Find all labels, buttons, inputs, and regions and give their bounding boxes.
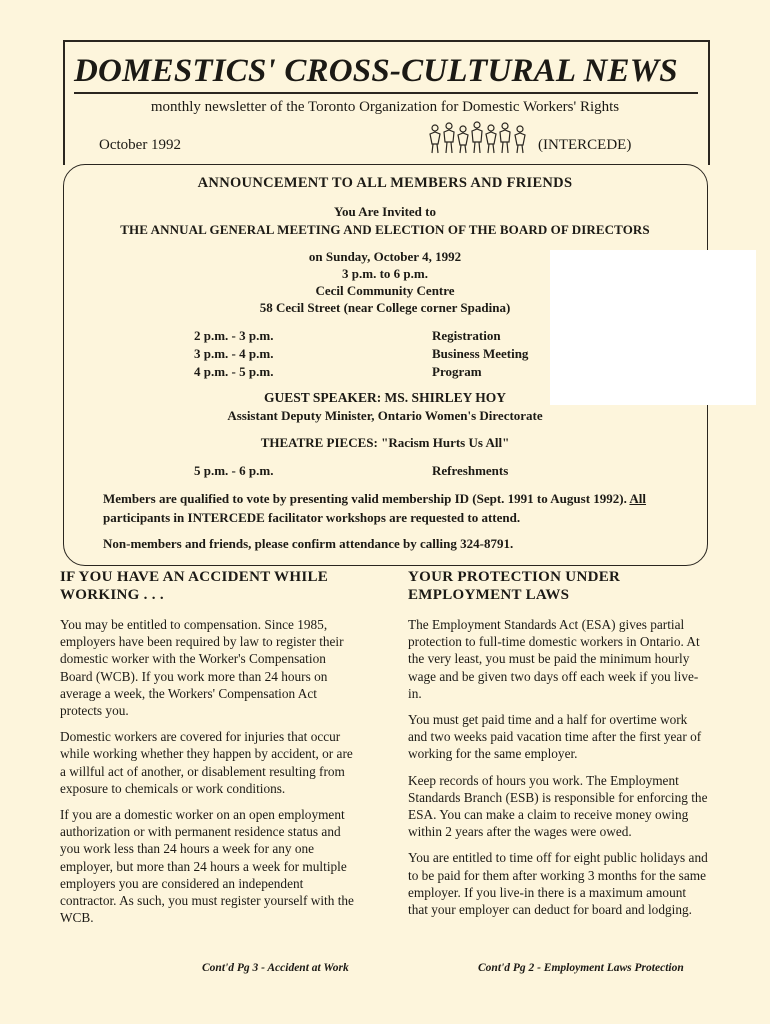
members-note (103, 489, 663, 527)
guest-speaker: GUEST SPEAKER: MS. SHIRLEY HOY (264, 390, 506, 405)
right-article (408, 568, 708, 927)
event-time: 3 p.m. to 6 p.m. (342, 266, 428, 281)
left-article (60, 568, 360, 935)
schedule-time: 2 p.m. - 3 p.m. (194, 328, 274, 343)
event-date: on Sunday, October 4, 1992 (308, 249, 462, 264)
left-article-paragraph: You may be entitled to compensation. Since 1985, employers have been required by law to register their domestic worker with the Worker's Compensation Board (WCB). If you work more than 24 hours on average a week, the Workers' Compensation Act protects you. (60, 617, 344, 719)
right-article-paragraph: You are entitled to time off for eight public holidays and to be paid for them after working 3 months for the same employer. If you live-in there is a maximum amount that your employer can deduct for board and lodging. (408, 850, 708, 918)
schedule-item: Business Meeting (432, 346, 529, 361)
right-continued-note: Cont'd Pg 2 - Employment Laws Protection (478, 962, 684, 974)
event-title: THE ANNUAL GENERAL MEETING AND ELECTION OF THE BOARD OF DIRECTORS (120, 222, 650, 237)
refreshments-time: 5 p.m. - 6 p.m. (194, 463, 274, 478)
members-note-text-2: participants in INTERCEDE facilitator workshops are requested to attend. (103, 510, 521, 525)
right-article-heading: YOUR PROTECTION UNDER EMPLOYMENT LAWS (408, 569, 621, 603)
members-note-text: Members are qualified to vote by presenting valid membership ID (Sept. 1991 to August 1992). (103, 491, 627, 506)
announcement-heading: ANNOUNCEMENT TO ALL MEMBERS AND FRIENDS (197, 175, 573, 191)
right-article-paragraph: Keep records of hours you work. The Employment Standards Branch (ESB) is responsible for enforcing the ESA. You can make a claim to receive money owing within 2 years after the wages were owed. (408, 772, 708, 840)
event-venue: Cecil Community Centre (315, 283, 455, 298)
invitation-line: You Are Invited to (334, 204, 436, 219)
right-article-paragraph: You must get paid time and a half for overtime work and two weeks paid vacation time after the first year of working for the same employer. (408, 712, 702, 762)
organization-acronym: (INTERCEDE) (538, 137, 632, 153)
right-article-paragraph: The Employment Standards Act (ESA) gives partial protection to full-time domestic workers in Ontario. At the very least, you must be paid the minimum hourly wage and be given two days off each week if you live-in. (408, 617, 700, 701)
schedule-item: Program (432, 364, 482, 379)
schedule-item: Registration (432, 328, 501, 343)
people-group-icon (425, 120, 533, 156)
left-continued-note: Cont'd Pg 3 - Accident at Work (202, 962, 349, 974)
redaction-block (550, 250, 756, 405)
left-article-heading: IF YOU HAVE AN ACCIDENT WHILE WORKING . . . (60, 569, 329, 603)
refreshments-label: Refreshments (432, 463, 509, 478)
nonmembers-note: Non-members and friends, please confirm attendance by calling 324-8791. (103, 536, 514, 551)
left-article-paragraph: Domestic workers are covered for injuries that occur while working whether they happen by accident, or are a willful act of another, or disablement resulting from exposure to chemicals or work conditions. (60, 729, 353, 796)
newsletter-title: DOMESTICS' CROSS-CULTURAL NEWS (74, 53, 678, 89)
speaker-title: Assistant Deputy Minister, Ontario Women's Directorate (227, 408, 543, 423)
schedule-time: 4 p.m. - 5 p.m. (194, 364, 274, 379)
schedule-time: 3 p.m. - 4 p.m. (194, 346, 274, 361)
title-rule (74, 92, 698, 94)
issue-date: October 1992 (99, 137, 182, 153)
newsletter-subtitle: monthly newsletter of the Toronto Organization for Domestic Workers' Rights (150, 99, 620, 115)
left-article-paragraph: If you are a domestic worker on an open employment authorization or with permanent residence status and you work less than 24 hours a week for any one employer, but more than 24 hours a week for multiple employers you are considered an independent contractor. As such, you must register yourself with the WCB. (60, 807, 354, 926)
members-note-emphasis: All (629, 491, 647, 506)
event-address: 58 Cecil Street (near College corner Spadina) (259, 300, 511, 315)
theatre-pieces: THEATRE PIECES: "Racism Hurts Us All" (260, 435, 510, 450)
